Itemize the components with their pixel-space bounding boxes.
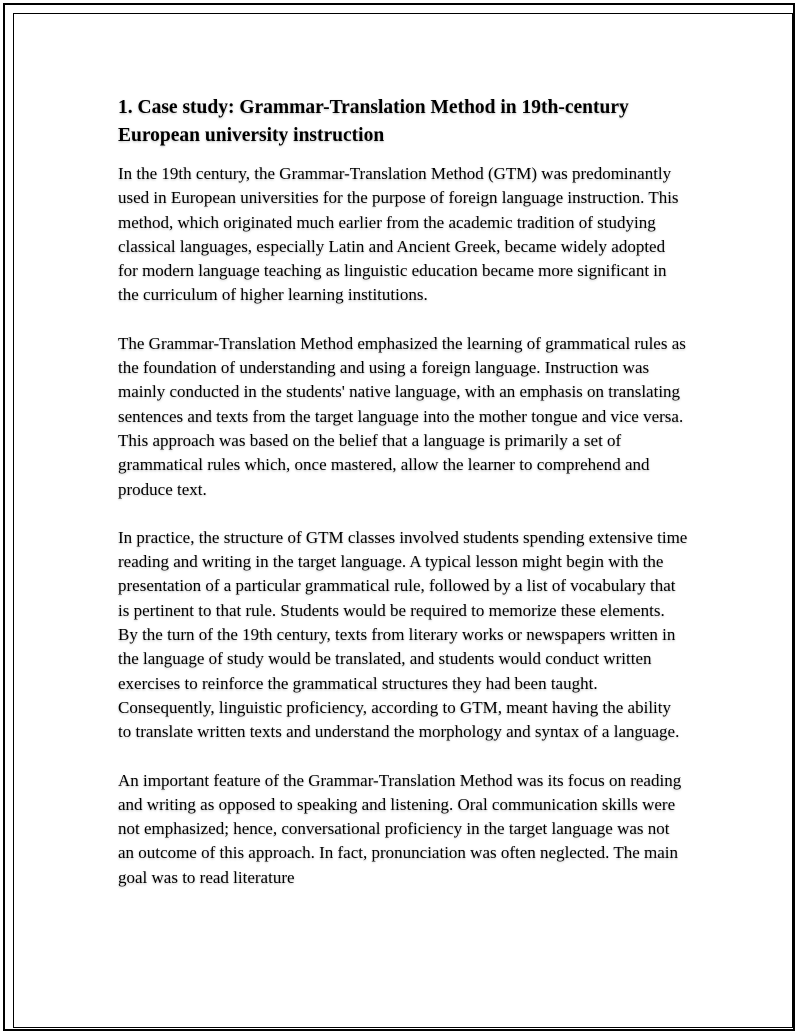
paragraph-2: The Grammar-Translation Method emphasized the learning of grammatical rules as the foundation of understanding and using a foreign language. Instruction was mainly conducted in the students' native language, with an emphasis on translating sentences and texts from the target language into the mother tongue and vice versa. This approach was based on the belief that a language is primarily a set of grammatical rules which, once mastered, allow the learner to comprehend and produce text. <box>118 333 686 499</box>
paragraph-3: In practice, the structure of GTM classes involved students spending extensive time reading and writing in the target language. A typical lesson might begin with the presentation of a particular grammatical rule, followed by a list of vocabulary that is pertinent to that rule. Students would be required to memorize these elements. By the turn of the 19th century, texts from literary works or newspapers written in the language of study would be translated, and students would conduct written exercises to reinforce the grammatical structures they had been taught. Consequently, linguistic proficiency, according to GTM, meant having the ability to translate written texts and understand the morphology and syntax of a language. <box>118 527 688 742</box>
section-title: 1. Case study: Grammar-Translation Method in 19th-century European university instruction <box>118 97 629 146</box>
document-body <box>118 94 688 914</box>
paragraph-4: An important feature of the Grammar-Translation Method was its focus on reading and writing as opposed to speaking and listening. Oral communication skills were not emphasized; hence, conversational proficiency in the target language was not an outcome of this approach. In fact, pronunciation was often neglected. The main goal was to read literature <box>118 770 682 887</box>
paragraph-1: In the 19th century, the Grammar-Translation Method (GTM) was predominantly used in European universities for the purpose of foreign language instruction. This method, which originated much earlier from the academic tradition of studying classical languages, especially Latin and Ancient Greek, became widely adopted for modern language teaching as linguistic education became more significant in the curriculum of higher learning institutions. <box>118 164 679 305</box>
